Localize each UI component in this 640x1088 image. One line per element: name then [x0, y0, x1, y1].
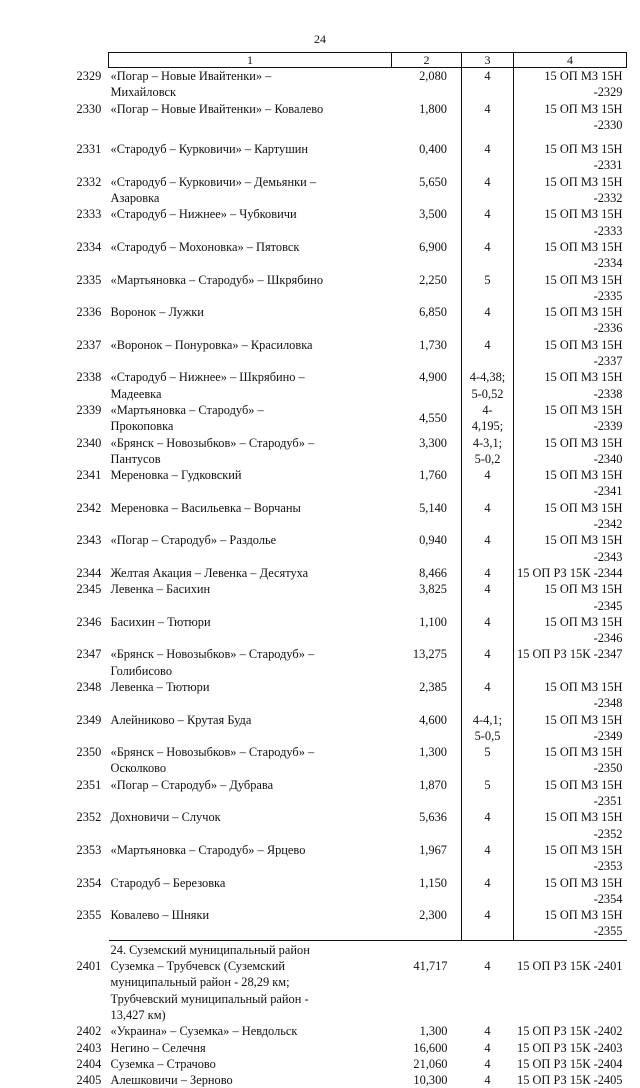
road-name-continued: Трубчевский муниципальный район -: [110, 991, 309, 1006]
road-name: Алейниково – Крутая Буда: [110, 712, 252, 727]
road-code: 15 ОП МЗ 15Н -2346: [544, 614, 623, 646]
road-name: «Брянск – Новозыбков» – Стародуб» –: [110, 745, 315, 760]
table-row: [109, 435, 627, 468]
table-row: [109, 272, 627, 305]
road-name-continued: Мадеевка: [110, 386, 162, 401]
road-length: 8,466: [419, 565, 447, 580]
row-number: 2405: [76, 1073, 102, 1088]
road-length: 5,650: [419, 174, 447, 189]
road-category: 4: [484, 842, 491, 857]
road-category: 4: [484, 1073, 491, 1088]
row-number: 2339: [76, 402, 102, 417]
row-number: 2402: [76, 1024, 102, 1039]
road-name-cell: [76, 467, 392, 500]
road-category: 4: [484, 908, 491, 923]
road-code: 15 ОП МЗ 15Н -2352: [544, 810, 623, 841]
road-category-cell: [462, 435, 514, 468]
road-category-cell: [462, 777, 514, 810]
road-category: 5: [484, 777, 491, 792]
road-name: «Стародуб – Нижнее» – Чубковичи: [110, 207, 297, 222]
road-category-cell: [462, 532, 514, 565]
road-code: 15 ОП МЗ 15Н -2340: [544, 435, 623, 466]
table-row: [109, 206, 627, 239]
road-name-cell: [76, 679, 392, 712]
road-code: 15 ОП МЗ 15Н -2331: [544, 142, 623, 173]
table-row: [109, 337, 627, 370]
row-number: 2344: [76, 565, 102, 580]
road-name-cell: [76, 337, 392, 370]
road-name-continued: Пантусов: [110, 451, 161, 466]
road-code: 15 ОП МЗ 15Н -2354: [544, 875, 623, 906]
road-category-cell: [462, 101, 514, 134]
road-name-continued: Голибисово: [110, 663, 173, 678]
table-row: [109, 369, 627, 402]
road-length: 10,300: [413, 1073, 448, 1088]
road-length: 21,060: [413, 1056, 448, 1071]
table-row: [109, 777, 627, 810]
road-name: «Погар – Новые Ивайтенки» –: [110, 69, 272, 83]
table-row: [109, 402, 627, 435]
road-category-continued: 5-0,2: [474, 451, 501, 466]
road-code: 15 ОП РЗ 15К -2405: [517, 1073, 623, 1088]
road-category-cell: [462, 174, 514, 207]
road-category-cell: [462, 467, 514, 500]
road-category-cell: [462, 679, 514, 712]
road-name: «Погар – Стародуб» – Дубрава: [110, 777, 274, 792]
road-length: 13,275: [412, 647, 447, 662]
road-code: 15 ОП МЗ 15Н -2339: [544, 402, 623, 434]
road-name: Стародуб – Березовка: [110, 875, 226, 890]
row-number: 2341: [76, 468, 102, 483]
road-category-cell: [462, 239, 514, 272]
table-row: [109, 744, 627, 777]
road-name: Левенка – Тютюри: [110, 679, 210, 694]
row-number: 2343: [76, 533, 102, 548]
row-number: 2404: [76, 1056, 102, 1071]
road-category-cell: [462, 875, 514, 908]
road-name: Левенка – Басихин: [110, 582, 211, 597]
road-name: «Украина» – Суземка» – Невдольск: [110, 1024, 298, 1039]
road-name: «Мартьяновка – Стародуб» –: [110, 402, 264, 417]
road-category: 4: [484, 647, 491, 662]
road-category: 4: [484, 959, 491, 974]
road-category-cell: [462, 337, 514, 370]
road-length: 6,900: [419, 239, 447, 254]
road-name: «Погар – Стародуб» – Раздолье: [110, 533, 277, 548]
road-code: 15 ОП МЗ 15Н -2335: [544, 272, 623, 303]
road-name-cell: [76, 958, 392, 1023]
road-code: 15 ОП РЗ 15К -2402: [517, 1024, 623, 1039]
road-category-cell: [462, 614, 514, 647]
road-name-cell: [76, 532, 392, 565]
road-length: 3,825: [419, 582, 447, 597]
table-row: [109, 1023, 627, 1039]
road-name-cell: [76, 435, 392, 468]
road-category-cell: [462, 68, 514, 101]
table-row: [109, 467, 627, 500]
road-length: 5,636: [419, 810, 447, 825]
road-category-continued: 4,195;: [471, 419, 504, 434]
road-category-continued: 5-0,52: [471, 386, 504, 401]
road-name: Мереновка – Васильевка – Ворчаны: [110, 500, 301, 515]
road-category-cell: [462, 141, 514, 174]
road-name-cell: [76, 500, 392, 533]
road-category: 4: [484, 207, 491, 222]
table-row: [109, 679, 627, 712]
road-length: 1,100: [419, 614, 447, 629]
road-category: 4: [484, 239, 491, 254]
road-name-cell: [76, 141, 392, 174]
road-name-cell: [76, 646, 392, 679]
column-header: 4: [514, 53, 627, 68]
table-row: [109, 101, 627, 134]
road-name-cell: [76, 68, 392, 101]
road-code: 15 ОП МЗ 15Н -2349: [544, 712, 623, 743]
road-name-continued: Осколково: [110, 761, 167, 776]
road-category: 4: [484, 614, 491, 629]
table-row: [109, 614, 627, 647]
road-category: 4: [484, 174, 491, 189]
road-name-continued: Михайловск: [110, 85, 176, 100]
road-name: «Погар – Новые Ивайтенки» – Ковалево: [110, 101, 324, 116]
road-code: 15 ОП МЗ 15Н -2329: [544, 69, 623, 100]
road-category-cell: [462, 646, 514, 679]
road-name: Негино – Селечня: [110, 1040, 206, 1055]
row-number: 2340: [76, 435, 102, 450]
road-name-cell: [76, 1056, 392, 1072]
row-number: 2334: [76, 239, 102, 254]
road-category: 4: [484, 337, 491, 352]
road-name: «Брянск – Новозыбков» – Стародуб» –: [110, 647, 315, 662]
road-code: 15 ОП МЗ 15Н -2343: [544, 533, 623, 564]
spacer-cell: [392, 133, 462, 141]
row-number: 2345: [76, 582, 102, 597]
road-code: 15 ОП МЗ 15Н -2330: [544, 101, 623, 132]
road-category: 4-: [482, 402, 493, 417]
road-code: 15 ОП МЗ 15Н -2332: [544, 174, 623, 206]
road-name: «Стародуб – Мохоновка» – Пятовск: [110, 239, 300, 254]
road-name-cell: [76, 712, 392, 745]
road-name: Ковалево – Шняки: [110, 908, 210, 923]
table-row: [109, 565, 627, 581]
table-row: [109, 174, 627, 207]
row-number: 2352: [76, 810, 102, 825]
road-name: Басихин – Тютюри: [110, 614, 211, 629]
road-code: 15 ОП МЗ 15Н -2350: [544, 745, 623, 776]
road-category: 4: [484, 69, 491, 83]
row-number: 2337: [76, 337, 102, 352]
road-name-cell: [76, 581, 392, 614]
road-category: 4: [484, 101, 491, 116]
road-length: 1,150: [419, 875, 447, 890]
road-length: 1,300: [419, 745, 447, 760]
row-number: 2333: [76, 207, 102, 222]
road-length: 2,080: [419, 69, 447, 83]
row-number: 2350: [76, 745, 102, 760]
road-code: 15 ОП МЗ 15Н -2334: [544, 239, 623, 271]
row-number: 2349: [76, 712, 102, 727]
table-row: [109, 304, 627, 337]
road-category-cell: [462, 272, 514, 305]
road-name-continued: Азаровка: [110, 191, 160, 206]
road-name: «Брянск – Новозыбков» – Стародуб» –: [110, 435, 315, 450]
road-code: 15 ОП МЗ 15Н -2337: [544, 337, 623, 369]
road-name-cell: [76, 402, 392, 435]
road-name-continued: муниципальный район - 28,29 км;: [110, 975, 290, 990]
row-number: 2330: [76, 101, 102, 116]
road-name-cell: [76, 1072, 392, 1088]
road-category: 4: [484, 810, 491, 825]
road-code: 15 ОП МЗ 15Н -2342: [544, 500, 623, 532]
road-name-cell: [76, 1023, 392, 1039]
row-number: 2403: [76, 1040, 102, 1055]
table-row: [109, 875, 627, 908]
table-row: [109, 500, 627, 533]
road-length: 6,850: [419, 305, 447, 320]
road-category: 4: [484, 533, 491, 548]
table-row: [109, 141, 627, 174]
road-length: 3,500: [419, 207, 447, 222]
row-number: 2332: [76, 174, 102, 189]
row-number: 2338: [76, 370, 102, 385]
road-length: 4,550: [419, 411, 447, 426]
road-name: «Стародуб – Курковичи» – Картушин: [110, 142, 309, 157]
table-row: [109, 809, 627, 842]
row-number: 2346: [76, 614, 102, 629]
road-name-continued: 13,427 км): [110, 1007, 166, 1022]
road-category-cell: [462, 304, 514, 337]
road-category-cell: [462, 907, 514, 940]
road-name-cell: [76, 907, 392, 940]
road-category: 4: [484, 305, 491, 320]
table-row: [109, 1072, 627, 1088]
road-code: 15 ОП МЗ 15Н -2348: [544, 679, 623, 711]
road-category: 4: [484, 565, 491, 580]
road-name: «Стародуб – Нижнее» – Шкрябино –: [110, 370, 305, 385]
row-number: 2335: [76, 272, 102, 287]
road-code: 15 ОП МЗ 15Н -2341: [544, 468, 623, 499]
row-number: 2336: [76, 305, 102, 320]
table-row: [109, 907, 627, 940]
road-code: 15 ОП РЗ 15К -2347: [517, 647, 623, 662]
road-length: 2,250: [419, 272, 447, 287]
road-length: 41,717: [413, 959, 448, 974]
road-length: 0,940: [419, 533, 447, 548]
road-name: Алешковичи – Зерново: [110, 1073, 233, 1088]
road-name: «Воронок – Понуровка» – Красиловка: [110, 337, 313, 352]
road-code: 15 ОП МЗ 15Н -2353: [544, 842, 623, 874]
road-category-continued: 5-0,5: [474, 728, 501, 743]
road-name-cell: [76, 875, 392, 908]
table-header-row: [109, 53, 627, 68]
road-category: 4: [484, 142, 491, 157]
road-category-cell: [462, 712, 514, 745]
row-number: 2355: [76, 908, 102, 923]
road-name: «Мартьяновка – Стародуб» – Шкрябино: [110, 272, 324, 287]
road-name-cell: [76, 101, 392, 134]
road-name-cell: [76, 206, 392, 239]
road-category-cell: [462, 402, 514, 435]
road-code: 15 ОП РЗ 15К -2404: [517, 1056, 623, 1071]
road-category: 4: [484, 500, 491, 515]
road-name-continued: Прокоповка: [110, 419, 174, 434]
road-category-cell: [462, 500, 514, 533]
row-number: 2353: [76, 842, 102, 857]
road-name: Суземка – Страчово: [110, 1056, 216, 1071]
road-name-cell: [76, 565, 392, 581]
road-name-cell: [76, 777, 392, 810]
row-number: 2342: [76, 500, 102, 515]
road-category: 4-3,1;: [472, 435, 503, 450]
road-category: 4-4,1;: [472, 712, 503, 727]
road-code: 15 ОП РЗ 15К -2344: [517, 565, 623, 580]
road-category: 5: [484, 745, 491, 760]
table-row: [109, 712, 627, 745]
road-length: 1,967: [419, 842, 447, 857]
road-length: 1,300: [419, 1024, 448, 1039]
road-category: 4: [484, 1056, 491, 1071]
section-row: [109, 940, 627, 958]
table-row: [109, 581, 627, 614]
table-row: [109, 239, 627, 272]
road-category-cell: [462, 369, 514, 402]
road-name-cell: [76, 272, 392, 305]
road-name-cell: [76, 239, 392, 272]
road-category-cell: [462, 842, 514, 875]
road-name-cell: [76, 744, 392, 777]
road-name-cell: [76, 842, 392, 875]
road-code: 15 ОП МЗ 15Н -2351: [544, 777, 623, 809]
road-length: 1,730: [419, 337, 447, 352]
spacer-cell: [514, 133, 627, 141]
road-name-cell: [76, 369, 392, 402]
road-name: «Мартьяновка – Стародуб» – Ярцево: [110, 842, 306, 857]
road-name: Дохновичи – Случок: [110, 810, 221, 825]
road-code: 15 ОП РЗ 15К -2403: [517, 1040, 623, 1055]
road-length: 0,400: [419, 142, 447, 157]
spacer-cell: [462, 133, 514, 141]
column-header: 2: [392, 53, 462, 68]
road-name-cell: [76, 614, 392, 647]
road-name: Воронок – Лужки: [110, 305, 204, 320]
road-category: 4: [484, 875, 491, 890]
road-code: 15 ОП МЗ 15Н -2336: [544, 305, 623, 336]
road-name: Суземка – Трубчевск (Суземский: [110, 959, 286, 974]
road-code: 15 ОП МЗ 15Н -2338: [544, 370, 623, 401]
row-number: 2401: [76, 959, 102, 974]
row-number: 2348: [76, 679, 102, 694]
table-row: [109, 532, 627, 565]
road-length: 3,300: [419, 435, 447, 450]
road-category: 4: [484, 582, 491, 597]
road-length: 16,600: [413, 1040, 448, 1055]
road-name: Мереновка – Гудковский: [110, 468, 242, 483]
road-name-cell: [76, 809, 392, 842]
road-category-cell: [462, 744, 514, 777]
row-number: 2351: [76, 777, 102, 792]
road-length: 1,760: [419, 468, 447, 483]
road-name-cell: [76, 174, 392, 207]
table-row: [109, 1040, 627, 1056]
road-name-cell: [76, 1040, 392, 1056]
road-code: 15 ОП МЗ 15Н -2355: [514, 907, 627, 940]
row-number: 2354: [76, 875, 102, 890]
table-row: [109, 68, 627, 101]
road-category: 4-4,38;: [469, 370, 506, 385]
road-category-cell: [462, 809, 514, 842]
road-category: 4: [484, 1024, 491, 1039]
table-row: [109, 842, 627, 875]
roads-table: [76, 52, 627, 1088]
road-code: 15 ОП МЗ 15Н -2333: [544, 207, 623, 238]
road-category-cell: [462, 206, 514, 239]
road-name-cell: [76, 304, 392, 337]
row-number: 2331: [76, 142, 102, 157]
column-header: 3: [462, 53, 514, 68]
road-category: 4: [484, 468, 491, 483]
road-category-cell: [462, 581, 514, 614]
road-length: 2,385: [419, 679, 447, 694]
road-code: 15 ОП РЗ 15К -2401: [517, 959, 623, 974]
table-row: [109, 646, 627, 679]
section-title: 24. Суземский муниципальный район: [110, 942, 310, 957]
road-category: 4: [484, 1040, 491, 1055]
road-name: Желтая Акация – Левенка – Десятуха: [110, 565, 309, 580]
table-row: [109, 1056, 627, 1072]
row-number: 2329: [76, 69, 102, 83]
road-category: 5: [484, 272, 491, 287]
column-header: 1: [109, 53, 392, 68]
road-category: 4: [484, 679, 491, 694]
road-category-cell: [462, 565, 514, 581]
road-length: 4,600: [419, 712, 447, 727]
road-name: «Стародуб – Курковичи» – Демьянки –: [110, 174, 317, 189]
road-code: 15 ОП МЗ 15Н -2345: [544, 582, 623, 613]
road-length: 1,800: [419, 101, 447, 116]
row-spacer: [109, 133, 627, 141]
road-length: 1,870: [419, 777, 447, 792]
spacer-cell: [109, 133, 392, 141]
row-number: 2347: [76, 647, 102, 662]
road-length: 4,900: [419, 370, 447, 385]
road-length: 2,300: [392, 907, 462, 940]
page-number: 24: [314, 32, 326, 46]
road-length: 5,140: [419, 500, 447, 515]
table-row: [109, 958, 627, 1023]
